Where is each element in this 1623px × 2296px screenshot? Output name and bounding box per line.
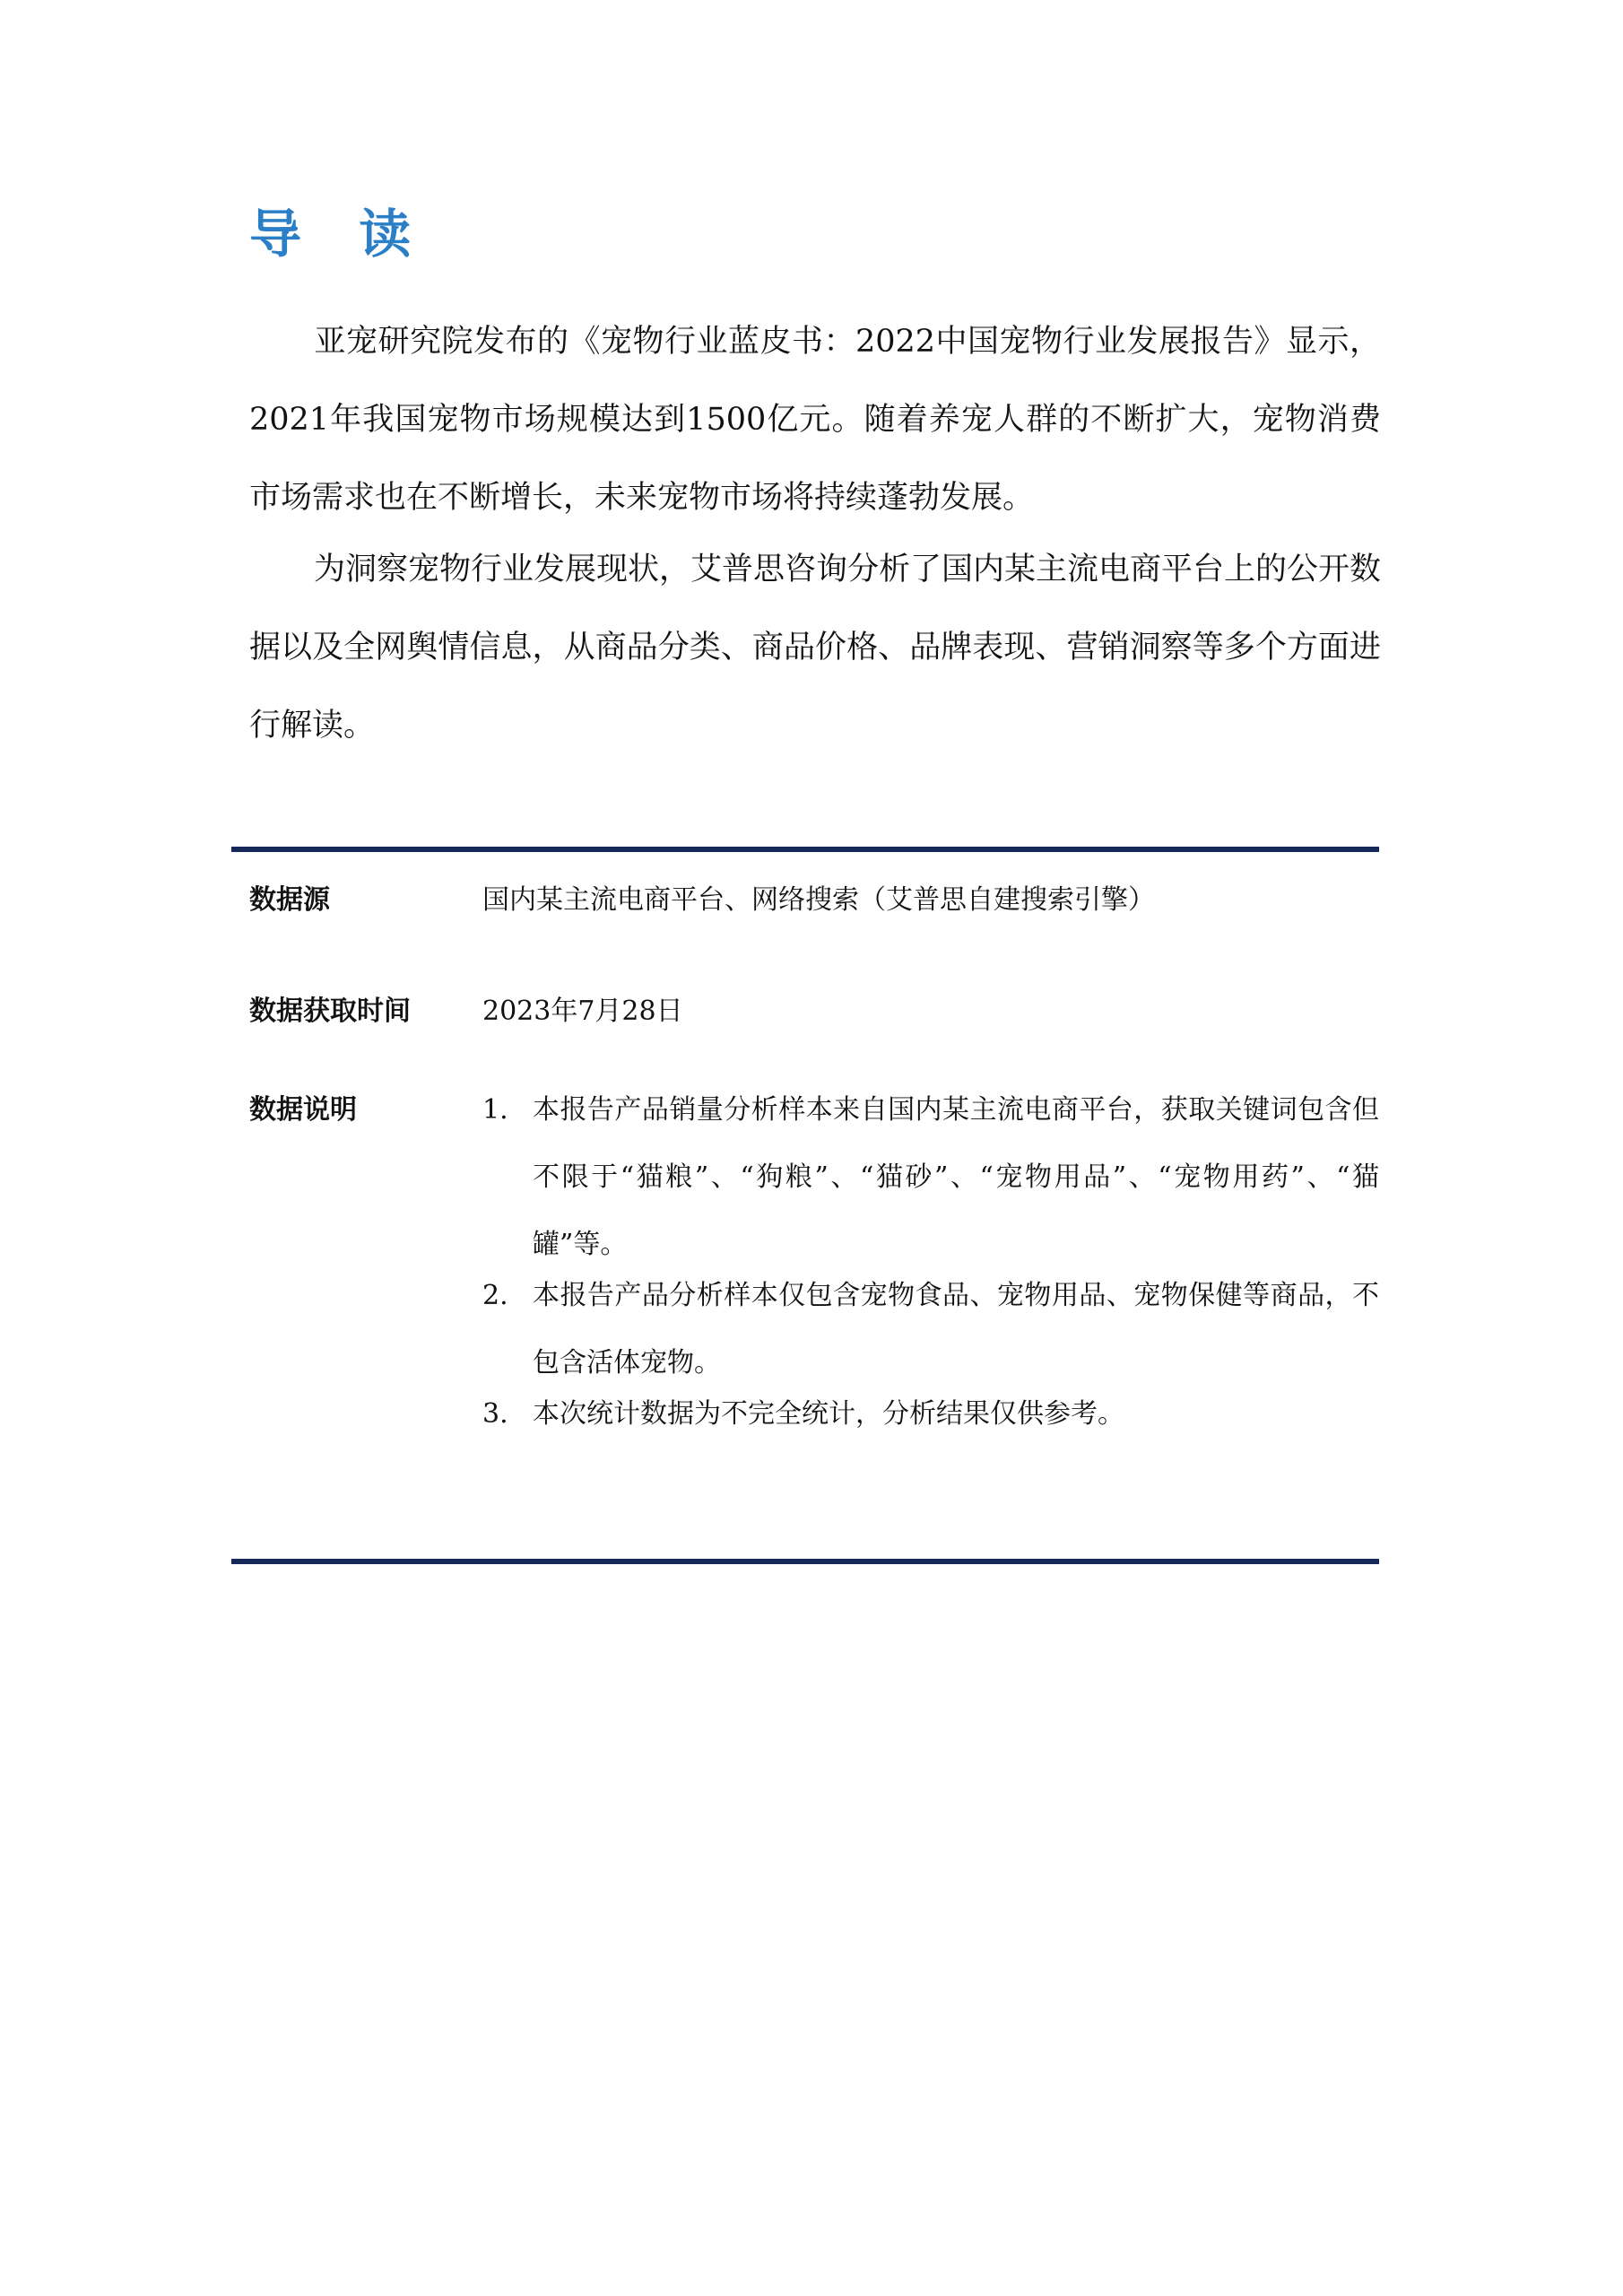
intro-paragraph-1-text: 亚宠研究院发布的《宠物行业蓝皮书：2022中国宠物行业发展报告》显示，2021年我国宠物市场规模达到1500亿元。随着养宠人群的不断扩大，宠物消费市场需求也在不断增长，未来宠物市场将持续蓬勃发展。	[249, 324, 1381, 516]
data-source-value: 国内某主流电商平台、网络搜索（艾普思自建搜索引擎）	[482, 884, 1155, 916]
intro-paragraph-2	[249, 531, 1381, 765]
intro-paragraph-2-text: 为洞察宠物行业发展现状，艾普思咨询分析了国内某主流电商平台上的公开数据以及全网舆情信息，从商品分类、商品价格、品牌表现、营销洞察等多个方面进行解读。	[249, 552, 1382, 744]
data-note-text: 本次统计数据为不完全统计，分析结果仅供参考。	[533, 1398, 1124, 1430]
data-notes-label: 数据说明	[249, 1094, 357, 1126]
page-title: 导 读	[249, 204, 431, 265]
data-note-number: 3.	[482, 1398, 508, 1430]
data-note-item	[482, 1380, 1379, 1448]
data-source-label: 数据源	[249, 884, 330, 916]
top-divider	[231, 847, 1379, 852]
data-notes-list	[482, 1092, 1379, 1448]
data-time-label: 数据获取时间	[249, 996, 411, 1027]
data-note-number: 1.	[482, 1094, 508, 1126]
data-note-text: 本报告产品分析样本仅包含宠物食品、宠物用品、宠物保健等商品，不包含活体宠物。	[533, 1280, 1379, 1378]
data-note-item	[482, 1076, 1379, 1278]
data-note-text: 本报告产品销量分析样本来自国内某主流电商平台，获取关键词包含但不限于“猫粮”、“狗粮”、“猫砂”、“宠物用品”、“宠物用药”、“猫罐”等。	[533, 1094, 1379, 1260]
data-time-value: 2023年7月28日	[482, 996, 683, 1027]
data-note-item	[482, 1262, 1379, 1396]
bottom-divider	[231, 1559, 1379, 1564]
data-note-number: 2.	[482, 1280, 508, 1311]
intro-paragraph-1	[249, 303, 1381, 537]
